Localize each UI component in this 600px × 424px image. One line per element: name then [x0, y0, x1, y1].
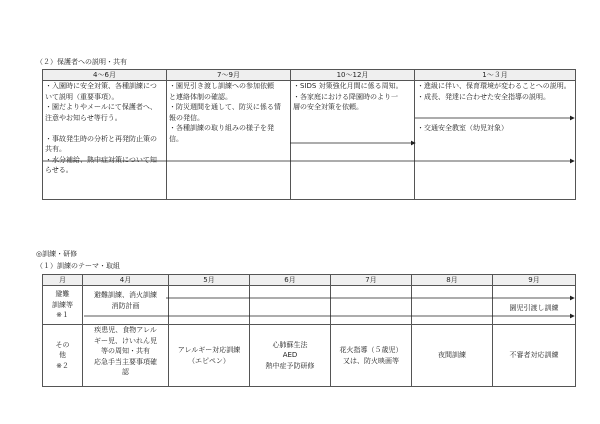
header-may: 5月 [169, 275, 250, 286]
cell-evac-aug [412, 286, 493, 325]
header-jun: 6月 [250, 275, 331, 286]
cell-other-sep: 不審者対応訓練 [493, 325, 576, 387]
cell-jan-mar: ・進級に伴い、保育環境が変わることへの説明。 ・成長、発達に合わせた安全指導の説明。 ・交通安全教室（幼児対象） [415, 81, 576, 200]
cell-other-may: アレルギー対応訓練 （エピペン） [169, 325, 250, 387]
cell-other-aug: 夜間訓練 [412, 325, 493, 387]
header-aug: 8月 [412, 275, 493, 286]
header-month: 月 [43, 275, 83, 286]
row-label-evacuation: 避難 訓練等 ※１ [43, 286, 83, 325]
section-heading-training: ◎訓練・研修 [36, 250, 78, 258]
cell-other-jul: 花火指導（５歳児） 又は、防火映画等 [331, 325, 412, 387]
cell-oct-dec: ・SIDS 対策強化月間に係る周知。 ・各家庭における降園時のより一 層の安全対策を依頼。 [291, 81, 415, 200]
header-apr: 4月 [83, 275, 169, 286]
parents-sharing-table [42, 69, 576, 200]
cell-evac-apr: 避難訓練、消火訓練 消防計画 [83, 286, 169, 325]
cell-apr-jun: ・入園時に安全対策、各種訓練につ いて説明（重要事項）。 ・園だよりやメールにて保護者へ、 注意やお知らせ等行う。 ・事故発生時の分析と再発防止策の 共有。 ・水分補給、熱中症対策について知 らせる。 [43, 81, 167, 200]
header-jul-sep: 7～9月 [167, 70, 291, 81]
cell-evac-jun [250, 286, 331, 325]
subheading-training-themes: （１）訓練のテーマ・取組 [36, 262, 120, 270]
row-label-other: その 他 ※２ [43, 325, 83, 387]
training-table [42, 274, 576, 387]
cell-other-jun: 心肺蘇生法 AED 熱中症予防研修 [250, 325, 331, 387]
cell-evac-jul [331, 286, 412, 325]
cell-evac-may [169, 286, 250, 325]
header-oct-dec: 10～12月 [291, 70, 415, 81]
cell-jul-sep: ・園児引き渡し訓練への参加依頼 と連絡体制の確認。 ・防災週間を通して、防災に係る情 報の発信。 ・各種訓練の取り組みの様子を発 信。 [167, 81, 291, 200]
header-jul: 7月 [331, 275, 412, 286]
cell-evac-sep: 園児引渡し訓練 [493, 286, 576, 325]
header-sep: 9月 [493, 275, 576, 286]
header-jan-mar: 1～３月 [415, 70, 576, 81]
cell-other-apr: 疾患児、食物アレル ギー児、けいれん児 等の周知・共有 応急手当主要事項確 認 [83, 325, 169, 387]
header-apr-jun: 4～6月 [43, 70, 167, 81]
section-heading-parents: （２）保護者への説明・共有 [36, 58, 127, 66]
